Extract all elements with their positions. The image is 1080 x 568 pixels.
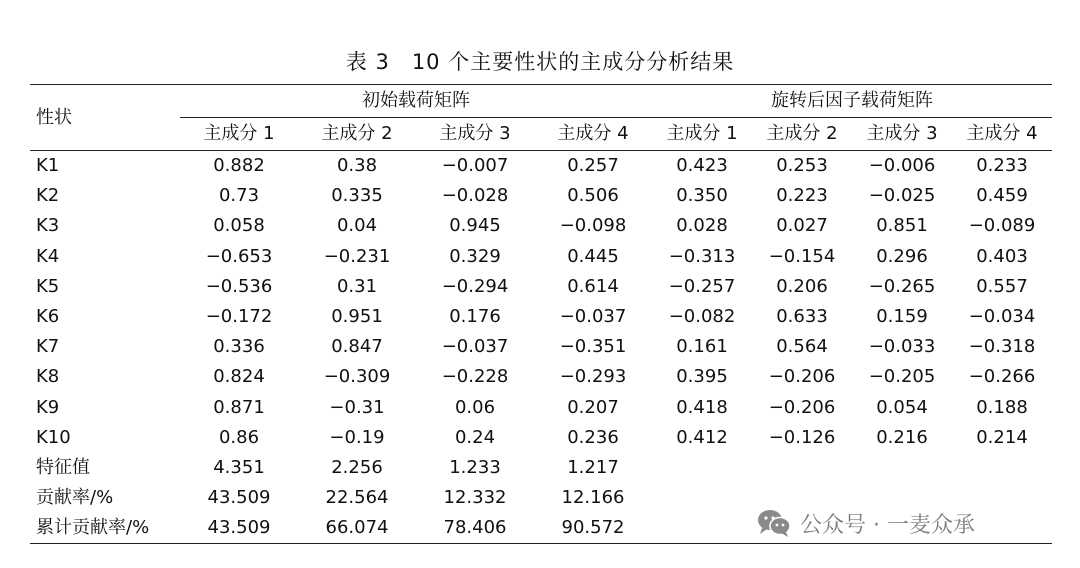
table-cell: 1.217 [567,456,619,478]
table-cell: −0.309 [323,366,391,388]
row-label: K5 [36,275,60,297]
table-cell: 0.824 [213,366,265,388]
table-cell: 0.207 [567,396,619,418]
table-cell: 0.336 [213,336,265,358]
table-cell: −0.172 [205,306,273,328]
table-cell: 12.166 [561,487,625,509]
table-cell: 0.214 [976,426,1028,448]
table-cell: 0.847 [331,336,383,358]
table-cell: 0.418 [676,396,728,418]
table-cell: −0.098 [559,215,627,237]
table-cell: 1.233 [449,456,501,478]
group-header-initial-label: 初始载荷矩阵 [362,90,470,111]
table-cell: 0.236 [567,426,619,448]
table-cell: 0.188 [976,396,1028,418]
table-cell: 2.256 [331,456,383,478]
table-cell: 0.945 [449,215,501,237]
table-cell: −0.034 [968,306,1036,328]
table-cell: −0.31 [329,396,385,418]
table-cell: −0.293 [559,366,627,388]
table-cell: 43.509 [207,487,271,509]
wechat-icon [756,508,792,538]
table-cell: 0.028 [676,215,728,237]
table-cell [852,453,952,483]
table-cell: −0.007 [441,155,509,177]
table-cell: −0.206 [768,396,836,418]
table-cell: 66.074 [325,517,389,539]
table-cell: 0.73 [218,185,260,207]
table-cell: 0.459 [976,185,1028,207]
table-cell: 0.161 [676,336,728,358]
table-cell: 0.403 [976,245,1028,267]
row-label: K4 [36,245,60,267]
table-cell: −0.228 [441,366,509,388]
table-cell [652,483,752,513]
table-cell: 0.257 [567,155,619,177]
row-label: 贡献率/% [36,487,114,509]
table-cell: −0.265 [868,275,936,297]
sub-header: 主成分 1 [180,118,298,151]
table-cell: 0.176 [449,306,501,328]
trait-header: 性状 [30,85,180,151]
table-cell: 0.31 [336,275,378,297]
table-cell: 0.329 [449,245,501,267]
table-cell: 0.614 [567,275,619,297]
table-cell: −0.006 [868,155,936,177]
table-cell: 22.564 [325,487,389,509]
table-title: 表 3 10 个主要性状的主成分分析结果 [345,50,735,74]
table-cell: 0.445 [567,245,619,267]
table-cell: −0.033 [868,336,936,358]
row-label: K7 [36,336,60,358]
table-cell: 0.633 [776,306,828,328]
table-cell: 0.04 [336,215,378,237]
table-cell [652,453,752,483]
sub-header: 主成分 2 [752,118,852,151]
table-row [30,211,1052,241]
table-row [30,362,1052,392]
table-cell: 0.882 [213,155,265,177]
table-cell: 12.332 [443,487,507,509]
table-row [30,242,1052,272]
watermark-text: 公众号 · 一麦众承 [800,512,975,538]
table-cell: 0.159 [876,306,928,328]
row-label: K2 [36,185,60,207]
table-cell: −0.037 [441,336,509,358]
table-row [30,181,1052,211]
table-cell: 0.216 [876,426,928,448]
sub-header-row [30,118,1052,151]
group-header-rotated [652,85,1052,118]
table-cell: −0.351 [559,336,627,358]
table-cell: 0.871 [213,396,265,418]
table-cell: 0.423 [676,155,728,177]
table-cell: 0.027 [776,215,828,237]
table-cell: −0.19 [329,426,385,448]
row-label: K10 [36,426,71,448]
table-cell: 0.054 [876,396,928,418]
table-cell: 0.557 [976,275,1028,297]
table-cell: 43.509 [207,517,271,539]
table-row [30,332,1052,362]
table-cell: −0.231 [323,245,391,267]
group-header-initial [180,85,652,118]
table-cell: −0.037 [559,306,627,328]
table-row [30,423,1052,453]
table-cell: 4.351 [213,456,265,478]
sub-header: 主成分 3 [852,118,952,151]
table-cell: −0.653 [205,245,273,267]
table-cell: −0.294 [441,275,509,297]
table-cell: 0.06 [454,396,496,418]
group-header-rotated-label: 旋转后因子载荷矩阵 [771,90,933,111]
table-cell: 0.253 [776,155,828,177]
row-label: K9 [36,396,60,418]
table-cell: −0.126 [768,426,836,448]
table-cell: −0.082 [668,306,736,328]
table-cell: −0.266 [968,366,1036,388]
table-cell: 78.406 [443,517,507,539]
table-cell: 90.572 [561,517,625,539]
table-cell: 0.296 [876,245,928,267]
table-cell: 0.395 [676,366,728,388]
table-cell: −0.028 [441,185,509,207]
table-cell: 0.350 [676,185,728,207]
table-row [30,453,1052,483]
row-label: K1 [36,155,60,177]
table-cell: 0.206 [776,275,828,297]
sub-header: 主成分 3 [416,118,534,151]
table-row [30,151,1052,182]
row-label: 特征值 [36,456,90,478]
table-cell: −0.206 [768,366,836,388]
row-label: K8 [36,366,60,388]
table-row [30,302,1052,332]
table-body [30,151,1052,544]
table-cell [652,513,752,544]
sub-header: 主成分 1 [652,118,752,151]
table-cell [752,453,852,483]
table-cell: 0.38 [336,155,378,177]
table-cell: −0.318 [968,336,1036,358]
sub-header: 主成分 4 [952,118,1052,151]
row-label: K3 [36,215,60,237]
table-row [30,393,1052,423]
table-cell: 0.335 [331,185,383,207]
table-cell: 0.506 [567,185,619,207]
table-row [30,272,1052,302]
table-cell: 0.233 [976,155,1028,177]
table-cell: 0.24 [454,426,496,448]
table-cell: 0.223 [776,185,828,207]
table-cell: 0.412 [676,426,728,448]
table-cell: −0.257 [668,275,736,297]
table-cell: −0.025 [868,185,936,207]
sub-header: 主成分 4 [534,118,652,151]
table-cell: 0.86 [218,426,260,448]
table-cell [952,453,1052,483]
table-cell: −0.089 [968,215,1036,237]
table-cell: 0.058 [213,215,265,237]
table-cell: −0.154 [768,245,836,267]
table-cell: −0.205 [868,366,936,388]
sub-header: 主成分 2 [298,118,416,151]
table-cell: 0.951 [331,306,383,328]
pca-results-table [30,84,1052,544]
row-label: 累计贡献率/% [36,517,150,539]
table-cell: −0.536 [205,275,273,297]
table-cell: 0.851 [876,215,928,237]
watermark [756,505,975,541]
row-label: K6 [36,306,60,328]
table-cell: 0.564 [776,336,828,358]
table-cell: −0.313 [668,245,736,267]
